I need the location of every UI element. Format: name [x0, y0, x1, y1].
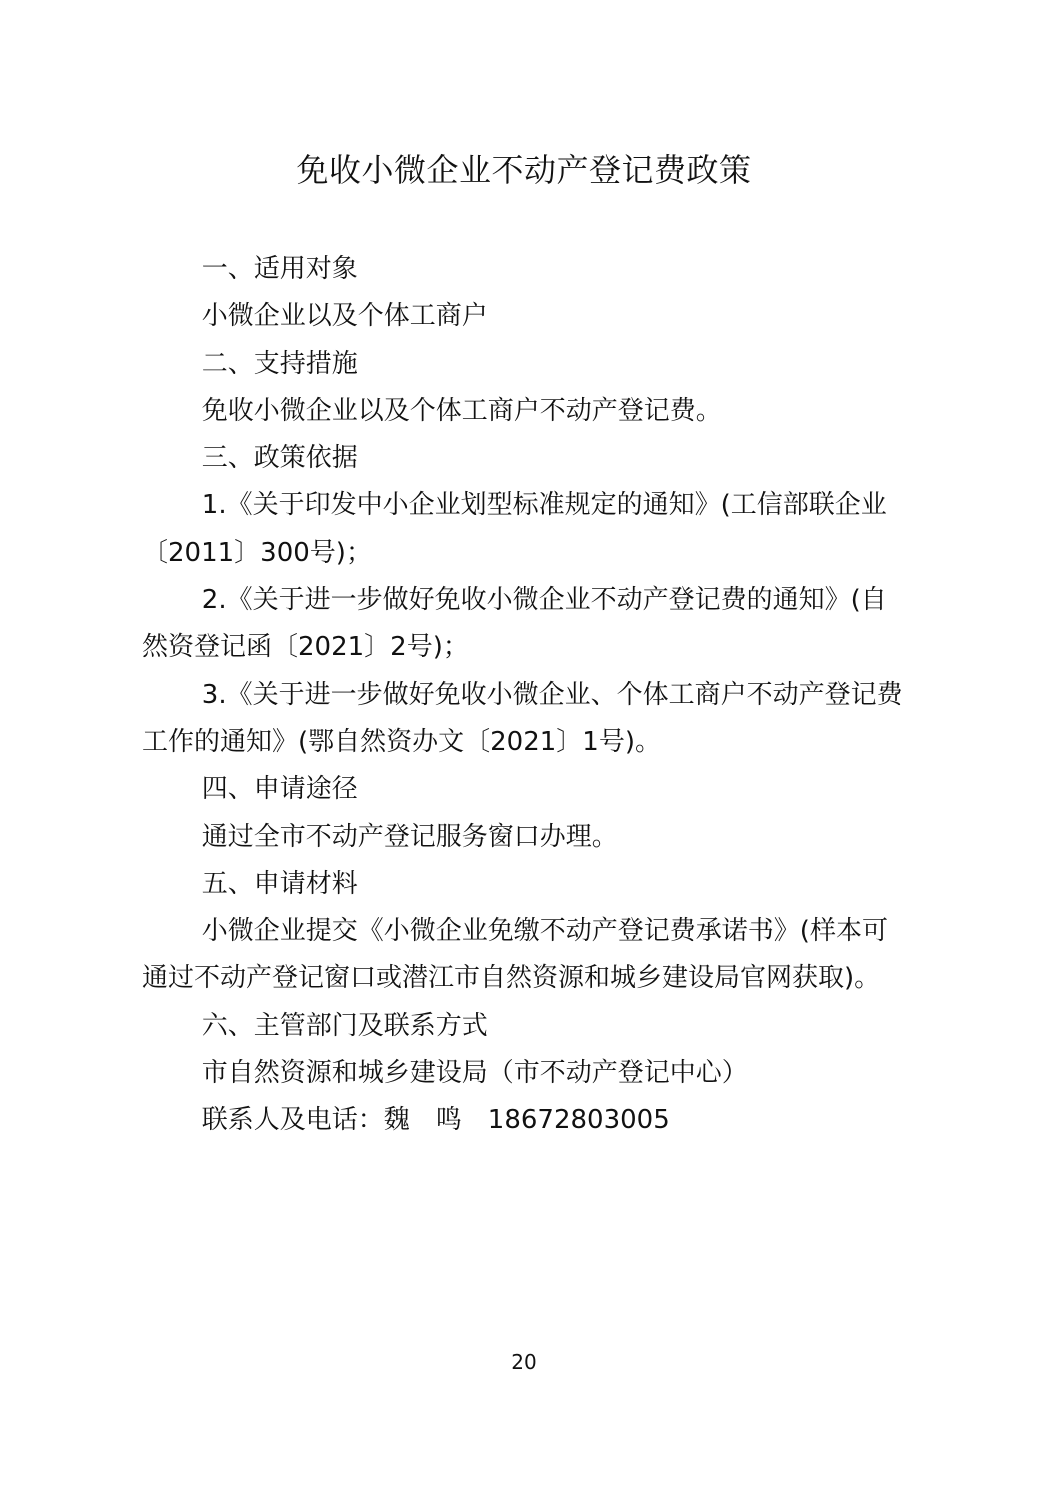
paragraph-applicable-objects: 小微企业以及个体工商户	[201, 301, 488, 332]
policy-basis-item-3: 3.《关于进一步做好免收小微企业、个体工商户不动产登记费工作的通知》(鄂自然资办文〔2021〕1号)。	[142, 679, 903, 757]
paragraph-contact-info: 联系人及电话：魏 鸣 18672803005	[201, 1105, 670, 1136]
policy-basis-item-1: 1.《关于印发中小企业划型标准规定的通知》(工信部联企业〔2011〕300号)；	[142, 490, 887, 568]
policy-basis-item-2: 2.《关于进一步做好免收小微企业不动产登记费的通知》(自然资登记函〔2021〕2号)；	[142, 585, 887, 663]
section-heading-applicable-objects: 一、适用对象	[201, 254, 358, 284]
document-body	[142, 246, 912, 1145]
page-number: 20	[511, 1350, 537, 1374]
paragraph-application-channel: 通过全市不动产登记服务窗口办理。	[201, 821, 618, 852]
section-heading-application-channel: 四、申请途径	[201, 774, 358, 805]
paragraph-application-materials: 小微企业提交《小微企业免缴不动产登记费承诺书》(样本可通过不动产登记窗口或潜江市自然资源和城乡建设局官网获取)。	[142, 916, 888, 994]
section-heading-competent-department: 六、主管部门及联系方式	[201, 1010, 488, 1041]
section-heading-support-measures: 二、支持措施	[201, 348, 358, 379]
section-heading-policy-basis: 三、政策依据	[201, 443, 358, 474]
paragraph-support-measures: 免收小微企业以及个体工商户不动产登记费。	[201, 395, 722, 426]
section-heading-application-materials: 五、申请材料	[201, 868, 358, 899]
paragraph-competent-department: 市自然资源和城乡建设局（市不动产登记中心）	[201, 1058, 748, 1089]
document-title: 免收小微企业不动产登记费政策	[296, 151, 752, 189]
